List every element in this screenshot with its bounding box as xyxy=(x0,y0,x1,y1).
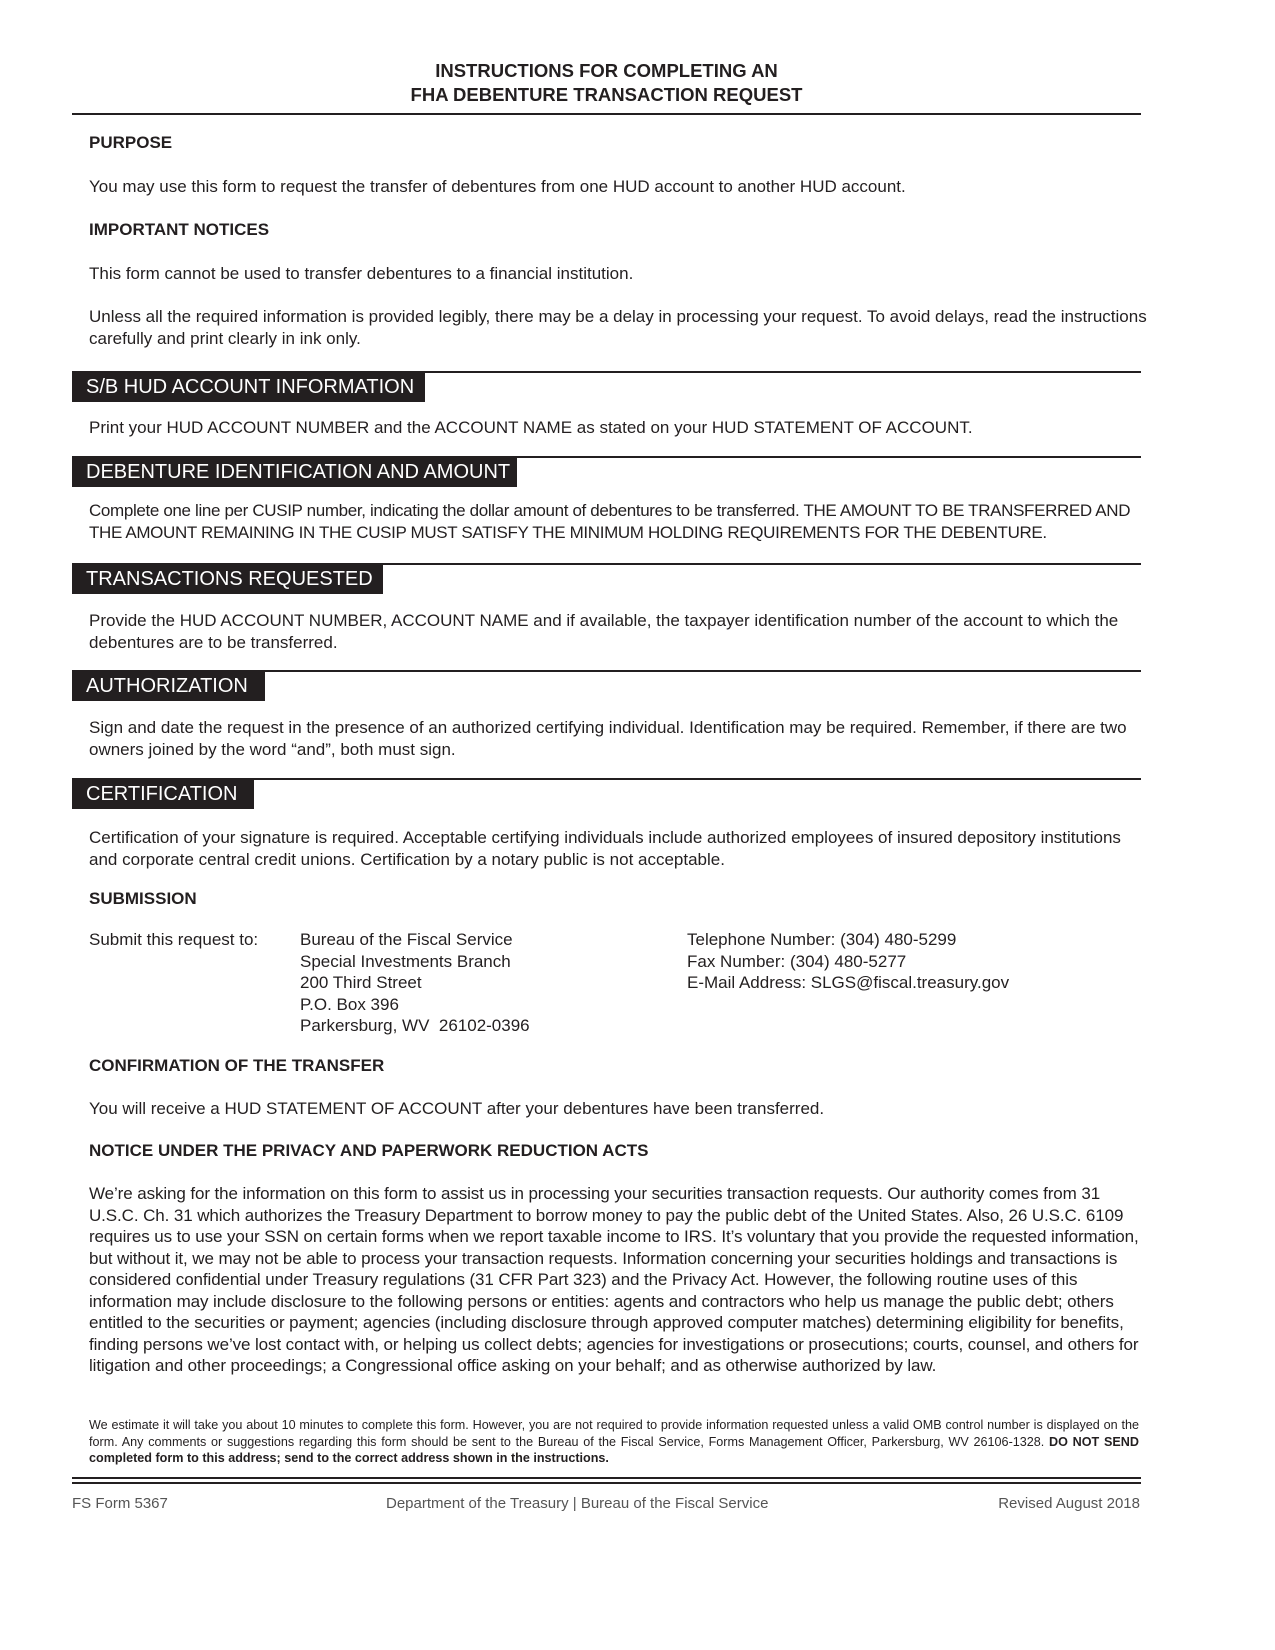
footer-divider xyxy=(72,1477,1141,1479)
telephone: Telephone Number: (304) 480-5299 xyxy=(687,930,957,949)
address-line: Bureau of the Fiscal Service xyxy=(300,930,513,949)
fax: Fax Number: (304) 480-5277 xyxy=(687,951,907,971)
notices-text-2: Unless all the required information is provided legibly, there may be a delay in processing your request. To avoid delays, read the instructions carefully and print clearly in ink only. xyxy=(89,307,1147,348)
section-bar-debenture-id: DEBENTURE IDENTIFICATION AND AMOUNT xyxy=(72,458,517,487)
section-text-authorization: Sign and date the request in the presence of an authorized certifying individual. Identification may be required. Remember, if there are two owners joined by the word “and”, both must sign. xyxy=(89,718,1127,759)
address-line: 200 Third Street xyxy=(300,973,422,992)
confirmation-heading: CONFIRMATION OF THE TRANSFER xyxy=(89,1056,385,1075)
form-number: FS Form 5367 xyxy=(72,1495,168,1512)
burden-text: We estimate it will take you about 10 minutes to complete this form. However, you are not required to provide information requested unless a valid OMB control number is displayed on the form. Any comments or suggestions regarding this form should be sent to the Bureau of the Fiscal Service, Forms Management Officer, Parkersburg, WV 26106-1328. xyxy=(89,1418,1139,1449)
purpose-text: You may use this form to request the transfer of debentures from one HUD account to another HUD account. xyxy=(89,177,906,196)
section-bar-hud-account: S/B HUD ACCOUNT INFORMATION xyxy=(72,373,425,402)
notices-heading: IMPORTANT NOTICES xyxy=(89,220,270,239)
submission-label: Submit this request to: xyxy=(89,930,259,949)
page-title-line-1: INSTRUCTIONS FOR COMPLETING AN xyxy=(435,60,778,81)
burden-bold: DO NOT SEND completed form to this address; send to the correct address shown in the instructions. xyxy=(89,1434,1139,1465)
title-divider xyxy=(72,113,1141,115)
section-bar-certification: CERTIFICATION xyxy=(72,780,254,809)
address-line: Parkersburg, WV 26102-0396 xyxy=(300,1016,530,1035)
section-text-certification: Certification of your signature is required. Acceptable certifying individuals include authorized employees of insured depository institutions and corporate central credit unions. Certification by a notary public is not acceptable. xyxy=(89,828,1121,869)
submission-contact xyxy=(687,929,1009,994)
revision-date: Revised August 2018 xyxy=(998,1495,1140,1512)
privacy-heading: NOTICE UNDER THE PRIVACY AND PAPERWORK REDUCTION ACTS xyxy=(89,1141,649,1160)
section-bar-authorization: AUTHORIZATION xyxy=(72,672,265,701)
address-line: Special Investments Branch xyxy=(300,951,511,971)
footer-divider xyxy=(72,1482,1141,1484)
privacy-text: We’re asking for the information on this form to assist us in processing your securities transaction requests. Our authority comes from 31 U.S.C. Ch. 31 which authorizes the Treasury Department to borrow money to pay the public debt of the United States. Also, 26 U.S.C. 6109 requires us to use your SSN on certain forms when we report taxable income to IRS. It’s voluntary that you provide the requested information, but without it, we may not be able to process your transaction requests. Information concerning your securities holdings and transactions is considered confidential under Treasury regulations (31 CFR Part 323) and the Privacy Act. However, the following routine uses of this information may include disclosure to the following persons or entities: agents and contractors who help us manage the public debt; others entitled to the securities or payment; agencies (including disclosure through approved computer matches) determining eligibility for benefits, finding persons we’ve lost contact with, or helping us collect debts; agencies for investigations or prosecutions; courts, counsel, and others for litigation and other proceedings; a Congressional office asking on your behalf; and as otherwise authorized by law. xyxy=(89,1184,1139,1375)
section-bar-transactions: TRANSACTIONS REQUESTED xyxy=(72,565,383,594)
confirmation-text: You will receive a HUD STATEMENT OF ACCOUNT after your debentures have been transferred. xyxy=(89,1099,825,1118)
section-text-hud-account: Print your HUD ACCOUNT NUMBER and the ACCOUNT NAME as stated on your HUD STATEMENT OF ACCOUNT. xyxy=(89,418,973,437)
email[interactable]: E-Mail Address: SLGS@fiscal.treasury.gov xyxy=(687,973,1010,992)
submission-heading: SUBMISSION xyxy=(89,889,197,908)
submission-address xyxy=(300,929,530,1037)
section-text-transactions: Provide the HUD ACCOUNT NUMBER, ACCOUNT NAME and if available, the taxpayer identification number of the account to which the debentures are to be transferred. xyxy=(89,611,1119,652)
section-text-debenture-id: Complete one line per CUSIP number, indicating the dollar amount of debentures to be transferred. THE AMOUNT TO BE TRANSFERRED AND THE AMOUNT REMAINING IN THE CUSIP MUST SATISFY THE MINIMUM HOLDING REQUIREMENTS FOR THE DEBENTURE. xyxy=(89,501,1131,542)
purpose-heading: PURPOSE xyxy=(89,133,173,152)
burden-statement xyxy=(89,1417,1139,1467)
page-title-line-2: FHA DEBENTURE TRANSACTION REQUEST xyxy=(410,84,803,105)
notices-text-1: This form cannot be used to transfer debentures to a financial institution. xyxy=(89,264,634,283)
address-line: P.O. Box 396 xyxy=(300,994,399,1014)
footer-agency: Department of the Treasury | Bureau of the Fiscal Service xyxy=(386,1495,769,1512)
